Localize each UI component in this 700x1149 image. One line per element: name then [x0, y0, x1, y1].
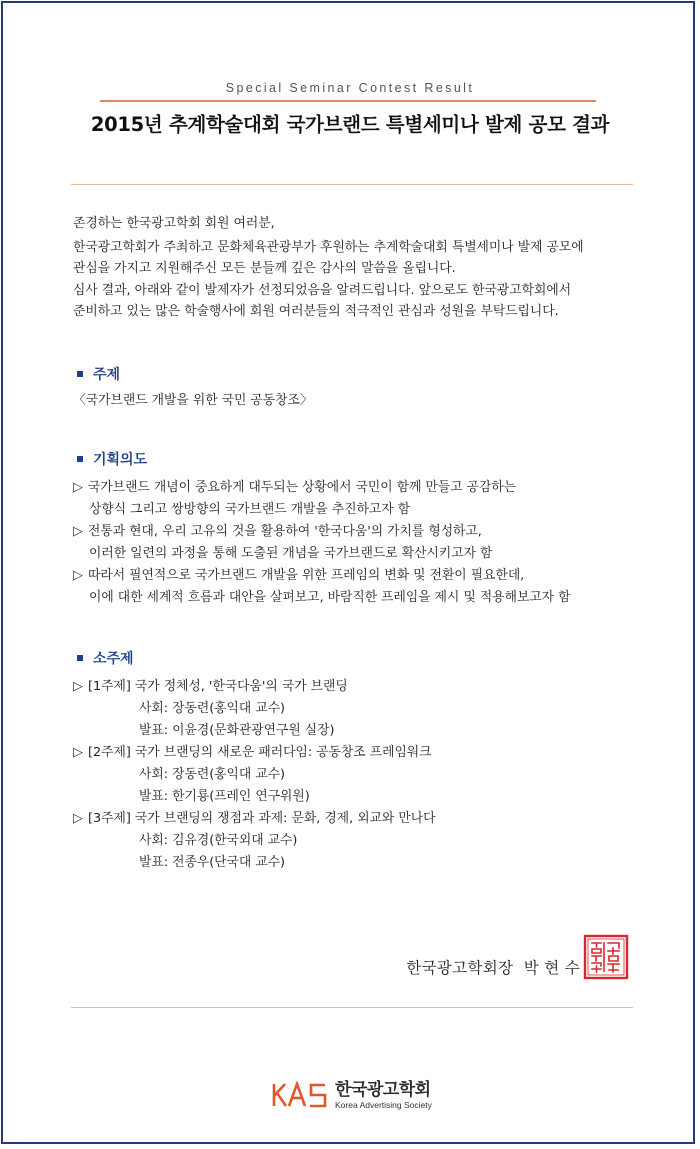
- triangle-bullet-icon: ▷: [73, 811, 83, 826]
- subject-text: 〈국가브랜드 개발을 위한 국민 공동창조〉: [73, 393, 313, 408]
- topic-chair: 사회: 장동련(홍익대 교수): [139, 767, 286, 782]
- triangle-bullet-icon: ▷: [73, 568, 83, 583]
- topic-title: [73, 808, 435, 830]
- section-subject: [73, 364, 313, 410]
- greeting-line: 준비하고 있는 많은 학술행사에 회원 여러분들의 적극적인 관심과 성원을 부탁드립니다.: [73, 304, 559, 319]
- section-topics: [73, 648, 435, 874]
- section-heading-label: 주제: [93, 367, 121, 383]
- section-heading-label: 소주제: [93, 651, 134, 667]
- list-item: [73, 565, 570, 587]
- list-item-continuation: 이에 대한 세계적 흐름과 대안을 살펴보고, 바람직한 프레임을 제시 및 적용해보고자 함: [89, 590, 571, 605]
- list-item-continuation: 상향식 그리고 쌍방향의 국가브랜드 개발을 추진하고자 함: [89, 502, 411, 517]
- square-bullet-icon: [77, 456, 83, 462]
- official-seal-icon: [583, 934, 629, 980]
- divider-top: [71, 184, 633, 185]
- greeting-line: 심사 결과, 아래와 같이 발제자가 선정되었음을 알려드립니다. 앞으로도 한국광고학회에서: [73, 282, 572, 298]
- eyebrow-title: Special Seminar Contest Result: [225, 81, 475, 95]
- section-heading: [73, 648, 435, 668]
- salutation: 존경하는 한국광고학회 회원 여러분,: [73, 216, 275, 231]
- topic-title-text: [2주제] 국가 브랜딩의 새로운 패러다임: 공동창조 프레임워크: [88, 745, 432, 760]
- kas-logo: [271, 1079, 432, 1111]
- square-bullet-icon: [77, 371, 83, 377]
- section-intent: [73, 449, 570, 609]
- triangle-bullet-icon: ▷: [73, 745, 83, 760]
- topic-title-text: [3주제] 국가 브랜딩의 쟁점과 과제: 문화, 경제, 외교와 만나다: [88, 811, 436, 826]
- kas-logo-icon: [271, 1079, 331, 1111]
- signature-text: 한국광고학회장 박 현 수: [406, 959, 580, 977]
- topic-chair: 사회: 김유경(한국외대 교수): [139, 833, 298, 848]
- topic-presenter: 발표: 전종우(단국대 교수): [139, 855, 286, 870]
- section-heading: [73, 449, 570, 469]
- greeting-paragraph: [73, 213, 584, 323]
- list-item-continuation: 이러한 일련의 과정을 통해 도출된 개념을 국가브랜드로 확산시키고자 함: [89, 546, 493, 561]
- topic-presenter: 발표: 이윤경(문화관광연구원 실장): [139, 723, 335, 738]
- greeting-line: 한국광고학회가 주최하고 문화체육관광부가 후원하는 추계학술대회 특별세미나 발제 공모에: [73, 239, 584, 255]
- section-heading: [73, 364, 313, 384]
- list-item: [73, 521, 570, 543]
- topic-chair: 사회: 장동련(홍익대 교수): [139, 701, 286, 716]
- topic-title: [73, 742, 435, 764]
- topic-title-text: [1주제] 국가 정체성, '한국다움'의 국가 브랜딩: [88, 679, 348, 694]
- triangle-bullet-icon: ▷: [73, 524, 83, 539]
- square-bullet-icon: [77, 655, 83, 661]
- list-item: [73, 477, 570, 499]
- org-name-english: Korea Advertising Society: [335, 1099, 432, 1110]
- list-item-text: 따라서 필연적으로 국가브랜드 개발을 위한 프레임의 변화 및 전환이 필요한데,: [88, 568, 525, 583]
- list-item-text: 국가브랜드 개념이 중요하게 대두되는 상황에서 국민이 함께 만들고 공감하는: [88, 480, 517, 495]
- triangle-bullet-icon: ▷: [73, 679, 83, 694]
- topic-title: [73, 676, 435, 698]
- page-title: 2015년 추계학술대회 국가브랜드 특별세미나 발제 공모 결과: [90, 113, 610, 136]
- greeting-line: 관심을 가지고 지원해주신 모든 분들께 깊은 감사의 말씀을 올립니다.: [73, 261, 456, 276]
- title-underline: [100, 100, 596, 102]
- topic-presenter: 발표: 한기룡(프레인 연구위원): [139, 789, 310, 804]
- section-heading-label: 기획의도: [93, 452, 148, 468]
- list-item-text: 전통과 현대, 우리 고유의 것을 활용하여 '한국다움'의 가치를 형성하고,: [88, 524, 482, 539]
- triangle-bullet-icon: ▷: [73, 480, 83, 495]
- divider-bottom: [71, 1007, 633, 1008]
- org-name-korean: 한국광고학회: [335, 1079, 431, 1100]
